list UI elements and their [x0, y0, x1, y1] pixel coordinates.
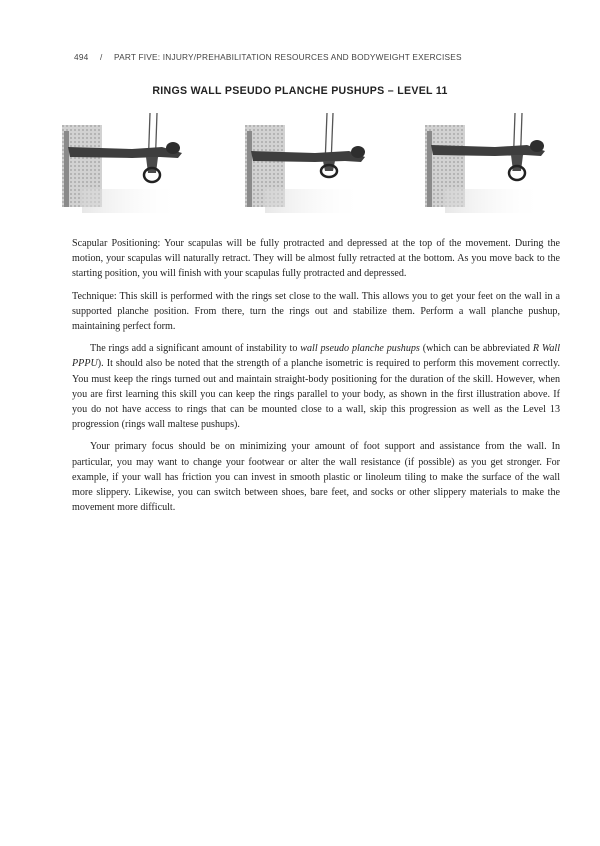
running-head: [74, 52, 462, 62]
italic-abbreviation: R Wall PPPU: [72, 343, 560, 370]
text-run: ). It should also be noted that the strength of a planche isometric is required to perform this movement correctly. You must keep the rings turned out and maintain straight-body positioning for the duration of the skill. However, when you are first learning this skill you can keep the rings parallel to your body, as shown in the first illustration above. If you do not have access to rings that can be mounted close to a wall, skip this progression as well as the Level 13 progression (rings wall maltese pushups).: [72, 358, 560, 431]
paragraph-technique: Technique: This skill is performed with the rings set close to the wall. This allows you to get your feet on the wall in a supported planche position. From there, turn the rings out and stabilize them. Perform a wall planche pushup, maintaining perfect form.: [72, 290, 560, 333]
paragraph-scapular-positioning: Scapular Positioning: Your scapulas will be fully protracted and depressed at the top of the movement. During the motion, your scapulas will naturally retract. They will be almost fully retracted at the bottom. As you move back to the starting position, you will finish with your scapulas fully protracted and depressed.: [72, 238, 560, 280]
illustration-row: [0, 113, 600, 223]
exercise-title: RINGS WALL PSEUDO PLANCHE PUSHUPS – LEVEL 11: [152, 85, 448, 97]
header-separator: /: [99, 52, 103, 62]
paragraph-rings-instability: [72, 341, 560, 432]
section-title: PART FIVE: INJURY/PREHABILITATION RESOURCES AND BODYWEIGHT EXERCISES: [114, 52, 462, 62]
illustration-rings-turned-out: [245, 113, 365, 217]
text-run: (which can be abbreviated: [419, 343, 533, 355]
text-run: The rings add a significant amount of instability to: [90, 343, 301, 355]
illustration-pushup-bottom: [425, 113, 545, 217]
italic-term: wall pseudo planche pushups: [300, 343, 420, 355]
illustration-rings-parallel: [62, 113, 182, 217]
body-text: [72, 236, 560, 522]
paragraph-primary-focus: Your primary focus should be on minimizing your amount of foot support and assistance from the wall. In particular, you may want to change your footwear or alter the wall resistance (if possible) as you get stronger. For example, if your wall has friction you can invest in smooth plastic or linoleum tiling to make the surface of the wall more slippery. Likewise, you can switch between shoes, bare feet, and socks or other slippery materials to make the movement more difficult.: [72, 441, 560, 514]
page-number: 494: [74, 52, 89, 62]
